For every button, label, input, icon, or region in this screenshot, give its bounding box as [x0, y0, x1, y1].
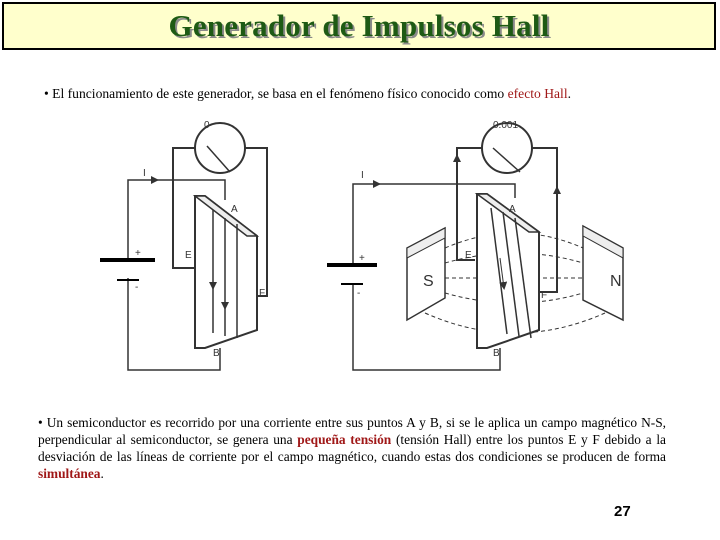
body-text-1: • Un semiconductor es recorrido por una corriente entre sus puntos A y B, si se le aplica un campo magnético N-S, perpendicular al semiconductor, se genera una — [38, 415, 666, 447]
right-battery-plus: + — [359, 253, 365, 264]
body-highlight-1: pequeña tensión — [297, 432, 392, 447]
slide-title: Generador de Impulsos Hall — [168, 8, 550, 43]
intro-suffix: . — [567, 86, 572, 101]
right-label-f: F — [541, 290, 548, 301]
left-label-e: E — [185, 250, 192, 261]
left-label-f: F — [259, 288, 266, 299]
left-meter-reading: 0 — [204, 120, 210, 131]
right-label-e: E — [465, 250, 472, 261]
right-label-b: B — [493, 348, 500, 359]
intro-highlight: efecto Hall — [507, 86, 568, 101]
title-banner — [2, 2, 716, 50]
left-battery-plus: + — [135, 248, 141, 259]
left-diagram — [100, 123, 267, 370]
body-highlight-2: simultánea — [38, 466, 101, 481]
body-text-3: . — [100, 466, 104, 481]
left-battery-minus: - — [135, 282, 139, 293]
magnet-south-label: S — [423, 273, 434, 290]
magnet-north-label: N — [610, 273, 622, 290]
right-meter-reading: 0.001 — [493, 120, 519, 131]
left-meter — [195, 123, 245, 173]
right-current-label: I — [361, 170, 364, 181]
page-number: 27 — [614, 503, 631, 520]
left-label-a: A — [231, 204, 238, 215]
intro-paragraph — [44, 86, 684, 102]
left-label-b: B — [213, 348, 220, 359]
body-paragraph — [38, 414, 666, 482]
left-meter-lead-e — [173, 148, 195, 268]
right-label-a: A — [509, 204, 516, 215]
body-text-2: (tensión Hall) entre los puntos E y F debido a la desviación de las líneas de corriente por el campo magnético, cuando estas dos condiciones se producen de forma — [38, 432, 666, 464]
right-battery-minus: - — [357, 288, 361, 299]
intro-text: • El funcionamiento de este generador, se basa en el fenómeno físico conocido como — [44, 86, 508, 101]
hall-effect-figure — [95, 108, 645, 376]
right-diagram — [327, 123, 623, 370]
left-current-label: I — [143, 168, 146, 179]
